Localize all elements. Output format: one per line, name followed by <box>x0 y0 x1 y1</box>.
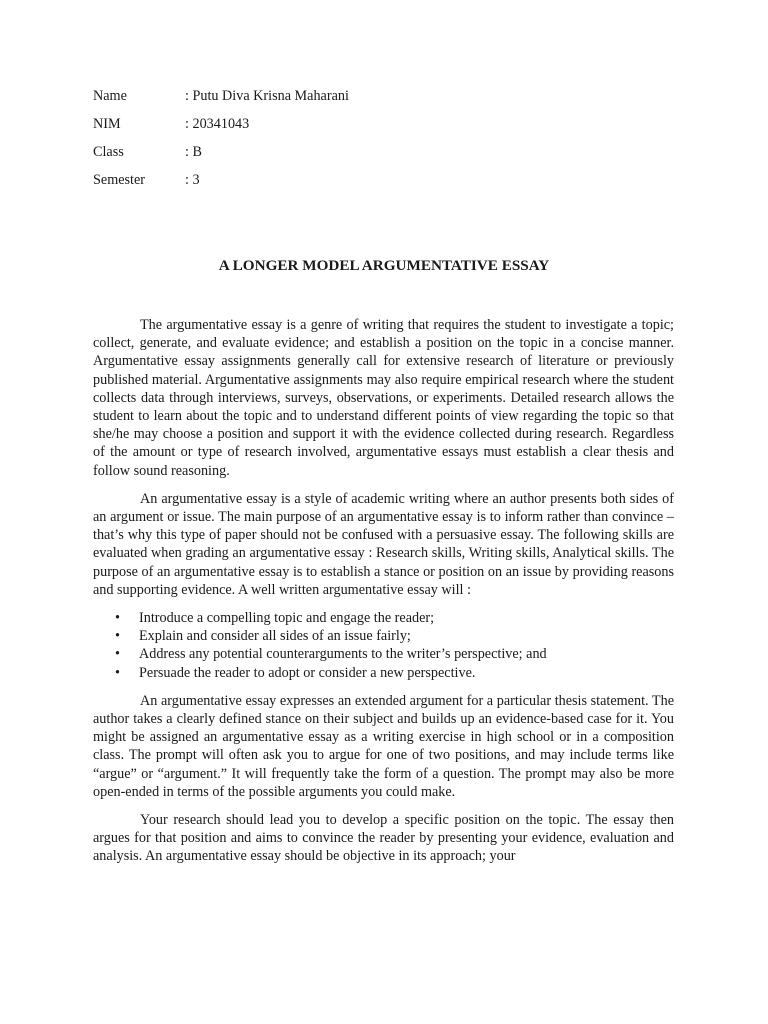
bullet-list <box>93 609 674 682</box>
info-row-name <box>93 86 349 114</box>
info-row-class <box>93 142 349 170</box>
list-item <box>115 609 674 627</box>
paragraph: An argumentative essay is a style of academic writing where an author presents both sides of an argument or issue. The main purpose of an argumentative essay is to inform rather than convince – that’s why this type of paper should not be confused with a persuasive essay. The following skills are evaluated when grading an argumentative essay : Research skills, Writing skills, Analytical skills. The purpose of an argumentative essay is to establish a stance or position on an issue by providing reasons and supporting evidence. A well written argumentative essay will : <box>93 490 674 598</box>
list-item <box>115 645 674 663</box>
info-label: Class <box>93 144 124 160</box>
list-item-text: Address any potential counterarguments to the writer’s perspective; and <box>139 646 547 663</box>
bullet-icon: • <box>115 646 120 663</box>
info-value: : B <box>185 144 202 160</box>
info-label: Name <box>93 88 127 104</box>
essay-title: A LONGER MODEL ARGUMENTATIVE ESSAY <box>218 257 550 274</box>
info-value: : Putu Diva Krisna Maharani <box>185 88 349 104</box>
list-item-text: Persuade the reader to adopt or consider a new perspective. <box>139 664 476 681</box>
list-item-text: Introduce a compelling topic and engage the reader; <box>139 610 435 627</box>
essay-body <box>93 316 674 876</box>
list-item <box>115 627 674 645</box>
paragraph: Your research should lead you to develop a specific position on the topic. The essay then argues for that position and aims to convince the reader by presenting your evidence, evaluation and analysis. An argumentative essay should be objective in its approach; your <box>93 812 674 865</box>
bullet-icon: • <box>115 628 120 645</box>
info-row-nim <box>93 114 349 142</box>
info-label: Semester <box>93 172 146 188</box>
list-item <box>115 664 674 682</box>
student-info <box>93 86 349 198</box>
paragraph: An argumentative essay expresses an extended argument for a particular thesis statement. The author takes a clearly defined stance on their subject and builds up an evidence-based case for it. You might be assigned an argumentative essay as a writing exercise in high school or in a composition class. The prompt will often ask you to argue for one of two positions, and may include terms like “argue” or “argument.” It will frequently take the form of a question. The prompt may also be more open-ended in terms of the possible arguments you could make. <box>93 692 674 800</box>
bullet-icon: • <box>115 664 120 681</box>
info-value: : 3 <box>185 172 200 188</box>
list-item-text: Explain and consider all sides of an issue fairly; <box>139 628 411 645</box>
paragraph: The argumentative essay is a genre of writing that requires the student to investigate a topic; collect, generate, and evaluate evidence; and establish a position on the topic in a concise manner. Argumentative essay assignments generally call for extensive research of literature or previously published material. Argumentative assignments may also require empirical research where the student collects data through interviews, surveys, observations, or experiments. Detailed research allows the student to learn about the topic and to understand different points of view regarding the topic so that she/he may choose a position and support it with the evidence collected during research. Regardless of the amount or type of research involved, argumentative essays must establish a clear thesis and follow sound reasoning. <box>93 317 674 479</box>
info-label: NIM <box>93 116 121 132</box>
bullet-icon: • <box>115 610 120 627</box>
info-row-semester <box>93 170 349 198</box>
info-value: : 20341043 <box>185 116 250 132</box>
